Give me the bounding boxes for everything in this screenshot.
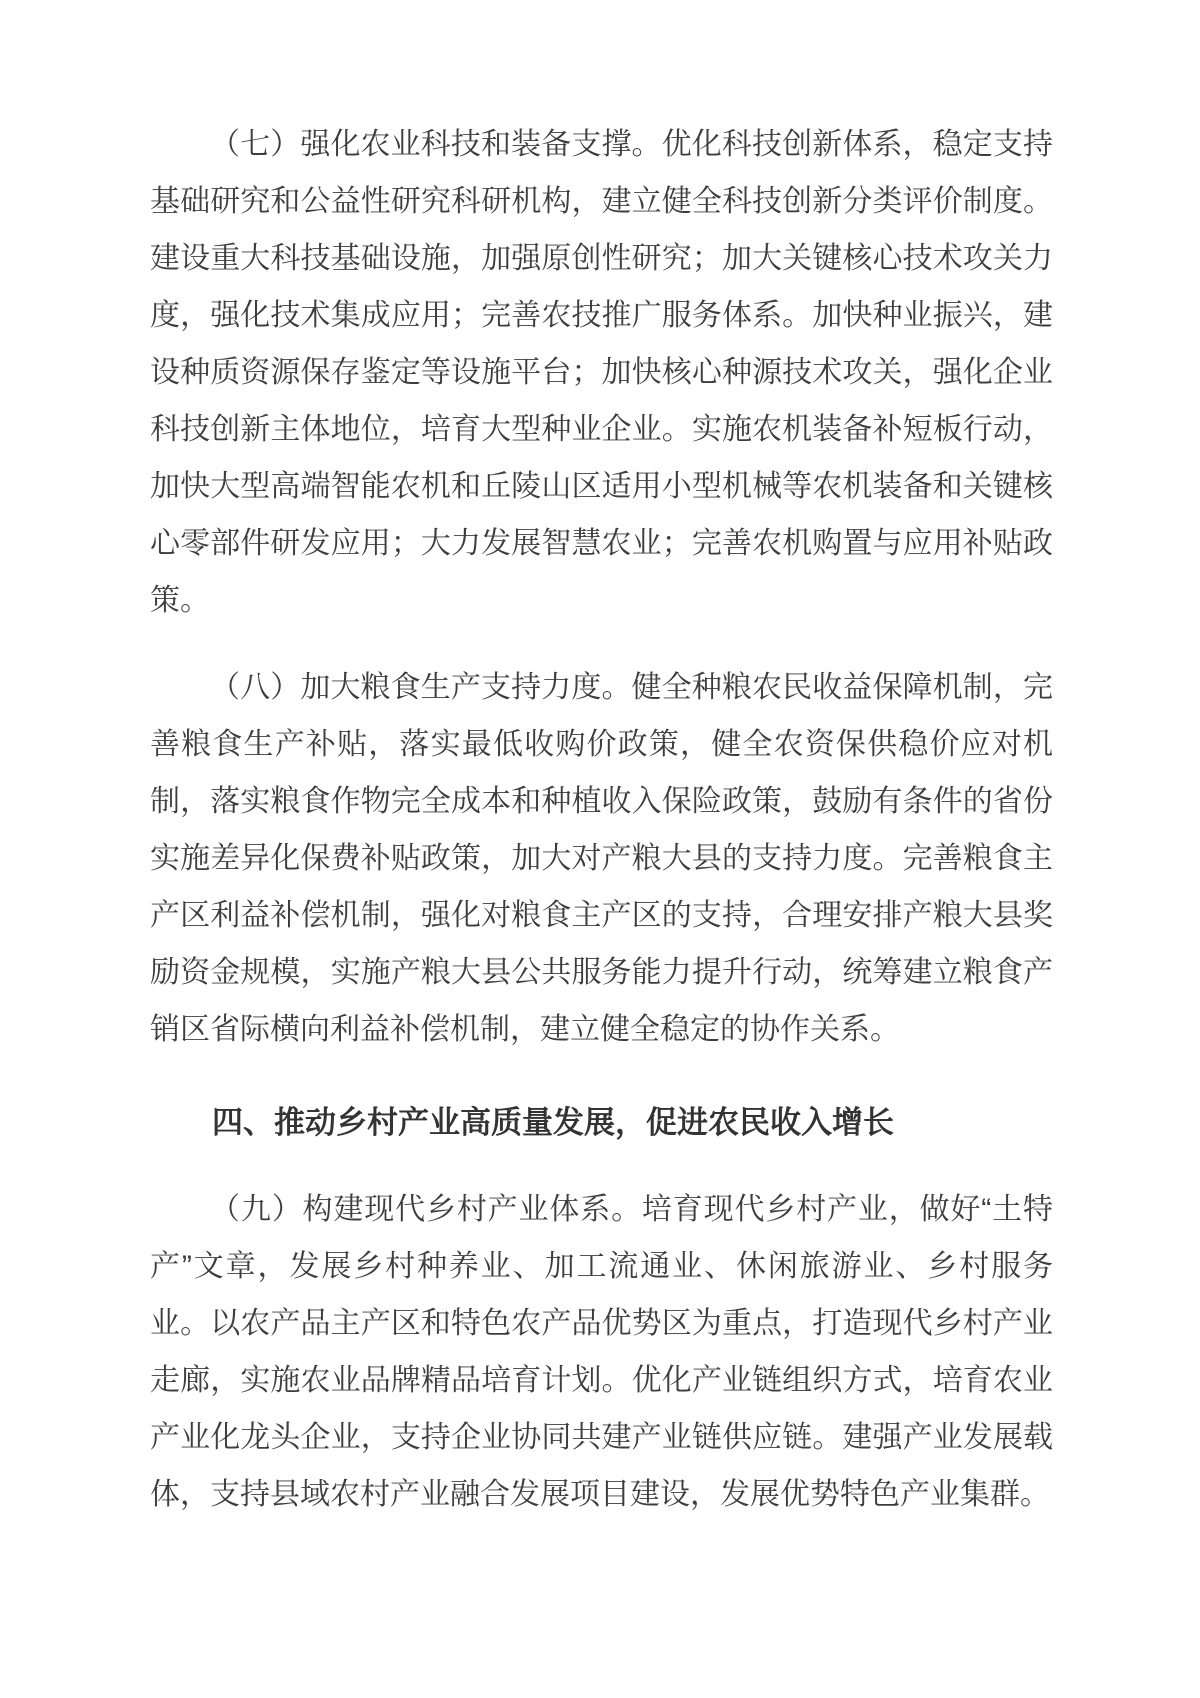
section-heading-4: 四、推动乡村产业高质量发展，促进农民收入增长: [212, 1105, 894, 1140]
paragraph-item-8: （八）加大粮食生产支持力度。健全种粮农民收益保障机制，完善粮食生产补贴，落实最低收购价政策，健全农资保供稳价应对机制，落实粮食作物完全成本和种植收入保险政策，鼓励有条件的省份实施差异化保费补贴政策，加大对产粮大县的支持力度。完善粮食主产区利益补偿机制，强化对粮食主产区的支持，合理安排产粮大县奖励资金规模，实施产粮大县公共服务能力提升行动，统筹建立粮食产销区省际横向利益补偿机制，建立健全稳定的协作关系。: [150, 671, 1053, 1046]
paragraph-item-9: （九）构建现代乡村产业体系。培育现代乡村产业，做好“土特产”文章，发展乡村种养业、加工流通业、休闲旅游业、乡村服务业。以农产品主产区和特色农产品优势区为重点，打造现代乡村产业走廊，实施农业品牌精品培育计划。优化产业链组织方式，培育农业产业化龙头企业，支持企业协同共建产业链供应链。建强产业发展载体，支持县域农村产业融合发展项目建设，发展优势特色产业集群。: [150, 1193, 1053, 1511]
paragraph-item-7: （七）强化农业科技和装备支撑。优化科技创新体系，稳定支持基础研究和公益性研究科研机构，建立健全科技创新分类评价制度。建设重大科技基础设施，加强原创性研究；加大关键核心技术攻关力度，强化技术集成应用；完善农技推广服务体系。加快种业振兴，建设种质资源保存鉴定等设施平台；加快核心种源技术攻关，强化企业科技创新主体地位，培育大型种业企业。实施农机装备补短板行动，加快大型高端智能农机和丘陵山区适用小型机械等农机装备和关键核心零部件研发应用；大力发展智慧农业；完善农机购置与应用补贴政策。: [150, 128, 1053, 617]
